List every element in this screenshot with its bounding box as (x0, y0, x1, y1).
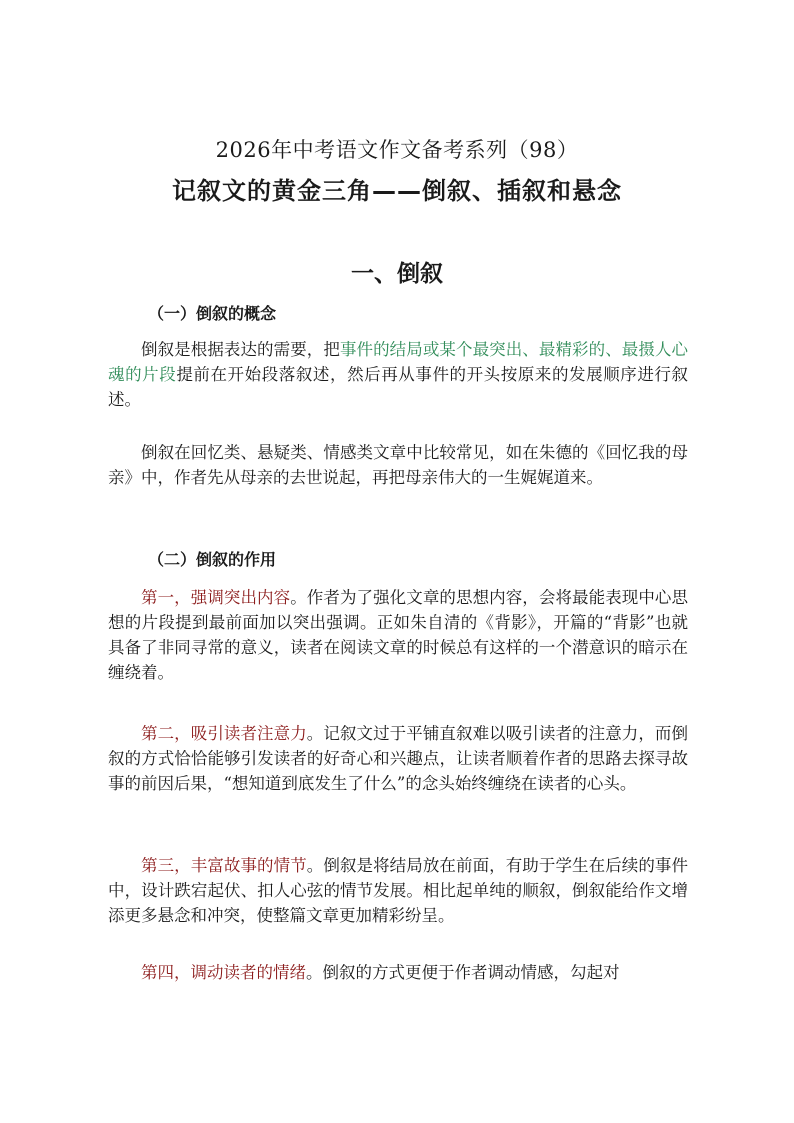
effect-paragraph-4 (108, 960, 688, 985)
effects-heading: （二）倒叙的作用 (148, 550, 277, 569)
effect-paragraph-3 (108, 853, 688, 928)
series-title: 2026年中考语文作文备考系列（98） (215, 138, 579, 162)
effect-lead-2: 第二，吸引读者注意力 (141, 724, 307, 743)
concept-highlight: 事件的结局或某个最突出、最精彩的、最摄人心魂的片段 (108, 340, 688, 384)
effect-paragraph-2 (108, 721, 688, 796)
effect-lead-4: 第四，调动读者的情绪 (141, 963, 306, 982)
effect-body-4: 。倒叙的方式更便于作者调动情感，勾起对 (306, 963, 620, 982)
concept-heading: （一）倒叙的概念 (148, 304, 277, 323)
effect-body-1: 。作者为了强化文章的思想内容，会将最能表现中心思想的片段提到最前面加以突出强调。正如朱自清的《背影》，开篇的“背影”也就具备了非同寻常的意义，读者在阅读文章的时候总有这样的一个潜意识的暗示在缠绕着。 (108, 588, 688, 682)
concept-text-after: 提前在开始段落叙述，然后再从事件的开头按原来的发展顺序进行叙述。 (108, 365, 689, 409)
concept-text-before: 倒叙是根据表达的需要，把 (141, 340, 340, 359)
concept-paragraph-1 (108, 337, 688, 412)
section-heading: 一、倒叙 (351, 261, 443, 287)
effect-body-3: 。倒叙是将结局放在前面，有助于学生在后续的事件中，设计跌宕起伏、扣人心弦的情节发展。相比起单纯的顺叙，倒叙能给作文增添更多悬念和冲突，使整篇文章更加精彩纷呈。 (108, 856, 688, 925)
effect-lead-3: 第三，丰富故事的情节 (141, 856, 307, 875)
document-title: 记叙文的黄金三角——倒叙、插叙和悬念 (172, 177, 622, 205)
concept-paragraph-2: 倒叙在回忆类、悬疑类、情感类文章中比较常见，如在朱德的《回忆我的母亲》中，作者先从母亲的去世说起，再把母亲伟大的一生娓娓道来。 (108, 443, 688, 487)
effect-body-2: 。记叙文过于平铺直叙难以吸引读者的注意力，而倒叙的方式恰恰能够引发读者的好奇心和兴趣点，让读者顺着作者的思路去探寻故事的前因后果，“想知道到底发生了什么”的念头始终缠绕在读者的心头。 (108, 724, 688, 793)
effect-lead-1: 第一，强调突出内容 (141, 588, 291, 607)
effect-paragraph-1 (108, 585, 688, 685)
